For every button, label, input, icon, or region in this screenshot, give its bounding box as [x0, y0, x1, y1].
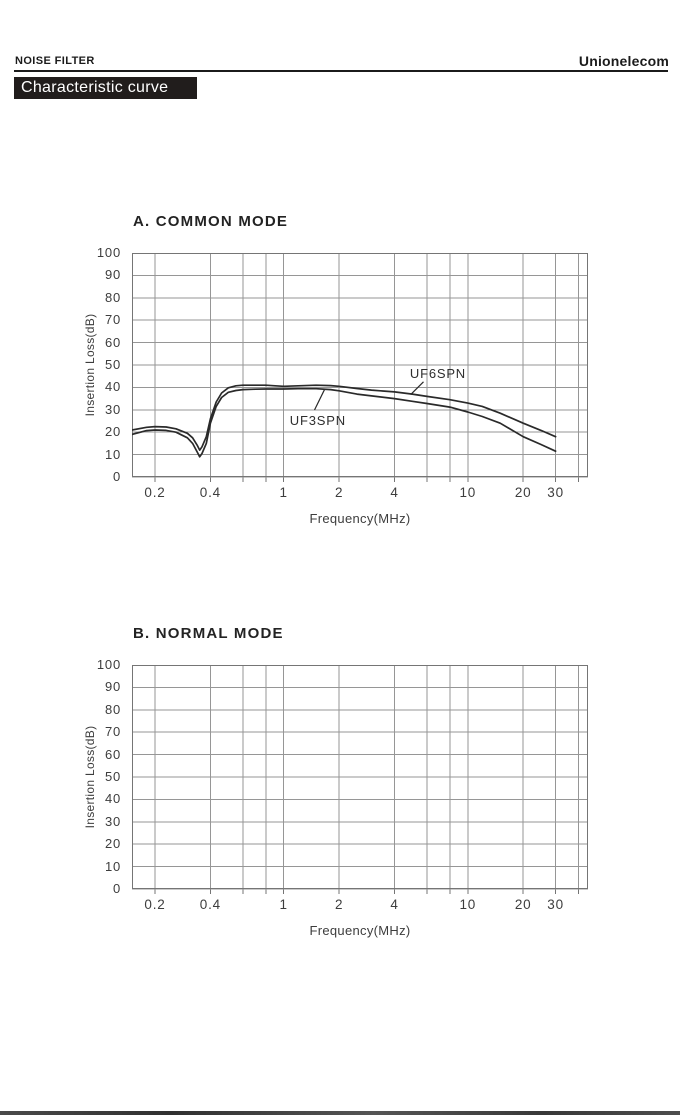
- y-tick-label: 30: [104, 401, 121, 417]
- y-axis-title: Insertion Loss(dB): [83, 313, 97, 417]
- y-tick-label: 70: [104, 724, 121, 740]
- plot-annotations: [132, 253, 588, 477]
- y-tick-label: 30: [104, 813, 121, 829]
- chart-title: B. NORMAL MODE: [133, 625, 284, 642]
- y-tick-label: 40: [104, 379, 121, 395]
- y-tick-label: 90: [104, 679, 121, 695]
- y-axis-tick-labels: [0, 657, 127, 896]
- page-title: NOISE FILTER: [15, 55, 95, 67]
- x-tick-label: 10: [459, 897, 477, 912]
- x-tick-label: 0.4: [199, 897, 221, 912]
- x-axis-title: Frequency(MHz): [309, 511, 411, 526]
- y-tick-label: 20: [104, 424, 121, 440]
- x-tick-label: 4: [390, 897, 399, 912]
- x-axis-title: Frequency(MHz): [309, 923, 411, 938]
- series-label-uf6spn: UF6SPN: [409, 366, 466, 382]
- plot-annotations: [132, 665, 588, 889]
- common-mode-chart: [0, 202, 680, 552]
- x-tick-label: 1: [279, 485, 288, 500]
- y-tick-label: 80: [104, 701, 121, 717]
- series-label-uf3spn: UF3SPN: [289, 412, 346, 428]
- x-tick-label: 1: [279, 897, 288, 912]
- y-tick-label: 40: [104, 791, 121, 807]
- scan-edge-artifact: [0, 1111, 680, 1115]
- x-tick-label: 20: [514, 485, 532, 500]
- brand-logo-text: Unionelecom: [578, 53, 669, 69]
- x-tick-label: 0.2: [144, 485, 166, 500]
- y-axis-tick-labels: [0, 245, 127, 484]
- x-tick-label: 2: [334, 485, 344, 500]
- x-tick-label: 30: [547, 485, 564, 500]
- y-axis-title: Insertion Loss(dB): [83, 725, 97, 829]
- x-tick-label: 4: [390, 485, 399, 500]
- x-tick-label: 20: [514, 897, 532, 912]
- x-axis-tick-labels: [132, 485, 588, 503]
- normal-mode-chart: [0, 614, 680, 964]
- y-tick-label: 0: [112, 469, 121, 484]
- y-tick-label: 80: [104, 289, 121, 305]
- chart-title: A. COMMON MODE: [133, 213, 289, 230]
- x-tick-label: 10: [459, 485, 477, 500]
- y-tick-label: 50: [104, 769, 121, 784]
- y-tick-label: 0: [112, 881, 121, 896]
- y-tick-label: 100: [96, 245, 121, 260]
- y-tick-label: 60: [104, 746, 121, 762]
- section-title-banner: Characteristic curve: [14, 77, 197, 99]
- y-tick-label: 90: [104, 267, 121, 283]
- x-tick-label: 0.2: [144, 897, 166, 912]
- x-tick-label: 30: [547, 897, 564, 912]
- y-tick-label: 20: [104, 836, 121, 852]
- header-divider: [14, 70, 668, 72]
- x-tick-label: 0.4: [199, 485, 221, 500]
- x-tick-label: 2: [334, 897, 344, 912]
- y-tick-label: 100: [96, 657, 121, 672]
- y-tick-label: 10: [104, 858, 121, 874]
- y-tick-label: 70: [104, 312, 121, 328]
- y-tick-label: 10: [104, 446, 121, 462]
- x-axis-tick-labels: [132, 897, 588, 915]
- y-tick-label: 50: [104, 357, 121, 372]
- y-tick-label: 60: [104, 334, 121, 350]
